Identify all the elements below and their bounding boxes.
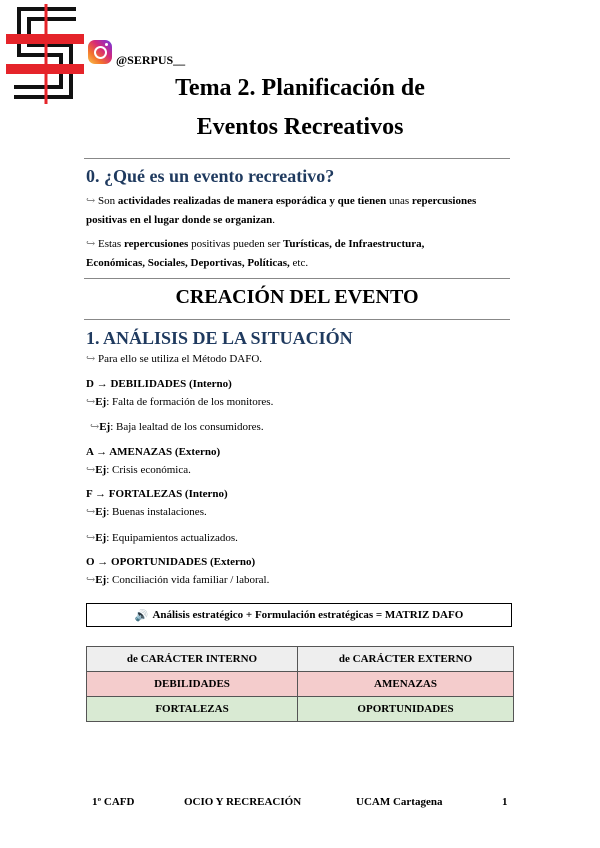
instagram-icon — [88, 40, 112, 64]
section1-heading: 1. ANÁLISIS DE LA SITUACIÓN — [86, 328, 353, 348]
divider — [84, 278, 510, 279]
section0-heading: 0. ¿Qué es un evento recreativo? — [86, 166, 335, 186]
table-cell-debilidades: DEBILIDADES — [87, 672, 298, 697]
dafo-f-example: ↪Ej: Buenas instalaciones. — [86, 506, 207, 518]
dafo-table — [86, 646, 514, 722]
table-header-external: de CARÁCTER EXTERNO — [298, 647, 514, 672]
table-cell-fortalezas: FORTALEZAS — [87, 697, 298, 722]
dafo-a-heading: A → AMENAZAS (Externo) — [86, 446, 221, 458]
dafo-o-example: ↪Ej: Conciliación vida familiar / laboral. — [86, 574, 270, 586]
page-title-line1: Tema 2. Planificación de — [175, 75, 425, 101]
dafo-f-heading: F → FORTALEZAS (Interno) — [86, 488, 228, 500]
speaker-icon: 🔊 — [134, 609, 149, 622]
dafo-f-example: ↪Ej: Equipamientos actualizados. — [86, 532, 238, 544]
arrow-icon: ↪ — [86, 195, 96, 207]
table-row — [87, 672, 514, 697]
serpus-logo — [6, 4, 84, 104]
footer-subject: OCIO Y RECREACIÓN — [184, 796, 302, 808]
dafo-a-example: ↪Ej: Crisis económica. — [86, 464, 191, 476]
dafo-o-heading: O → OPORTUNIDADES (Externo) — [86, 556, 256, 568]
arrow-icon: ↪ — [86, 238, 96, 250]
arrow-icon: ↪ — [86, 353, 96, 365]
matrix-dafo-text: Análisis estratégico + Formulación estratégicas = MATRIZ DAFO — [152, 609, 464, 621]
table-header-internal: de CARÁCTER INTERNO — [87, 647, 298, 672]
footer-university: UCAM Cartagena — [356, 796, 443, 808]
page-title-line2: Eventos Recreativos — [196, 114, 404, 140]
section0-paragraph2: ↪ Estas repercusiones positivas pueden ser Turísticas, de Infraestructura, Económicas, Sociales, Deportivas, Políticas, etc. — [86, 238, 425, 269]
instagram-handle: @SERPUS__ — [116, 53, 186, 67]
dafo-d-heading: D → DEBILIDADES (Interno) — [86, 378, 232, 390]
footer-course: 1º CAFD — [92, 796, 135, 808]
divider — [84, 158, 510, 159]
table-cell-amenazas: AMENAZAS — [298, 672, 514, 697]
page-number: 1 — [502, 796, 508, 808]
section1-intro: ↪ Para ello se utiliza el Método DAFO. — [86, 353, 263, 365]
dafo-d-example: ↪Ej: Falta de formación de los monitores. — [86, 396, 274, 408]
table-row — [87, 697, 514, 722]
dafo-d-example: ↪Ej: Baja lealtad de los consumidores. — [90, 421, 264, 433]
table-cell-oportunidades: OPORTUNIDADES — [298, 697, 514, 722]
divider — [84, 319, 510, 320]
table-row — [87, 647, 514, 672]
creation-heading: CREACIÓN DEL EVENTO — [175, 286, 419, 308]
section0-paragraph1: ↪ Son actividades realizadas de manera esporádica y que tienen unas repercusiones positivas en el lugar donde se organizan. — [86, 195, 477, 226]
matrix-dafo-box — [86, 603, 512, 627]
